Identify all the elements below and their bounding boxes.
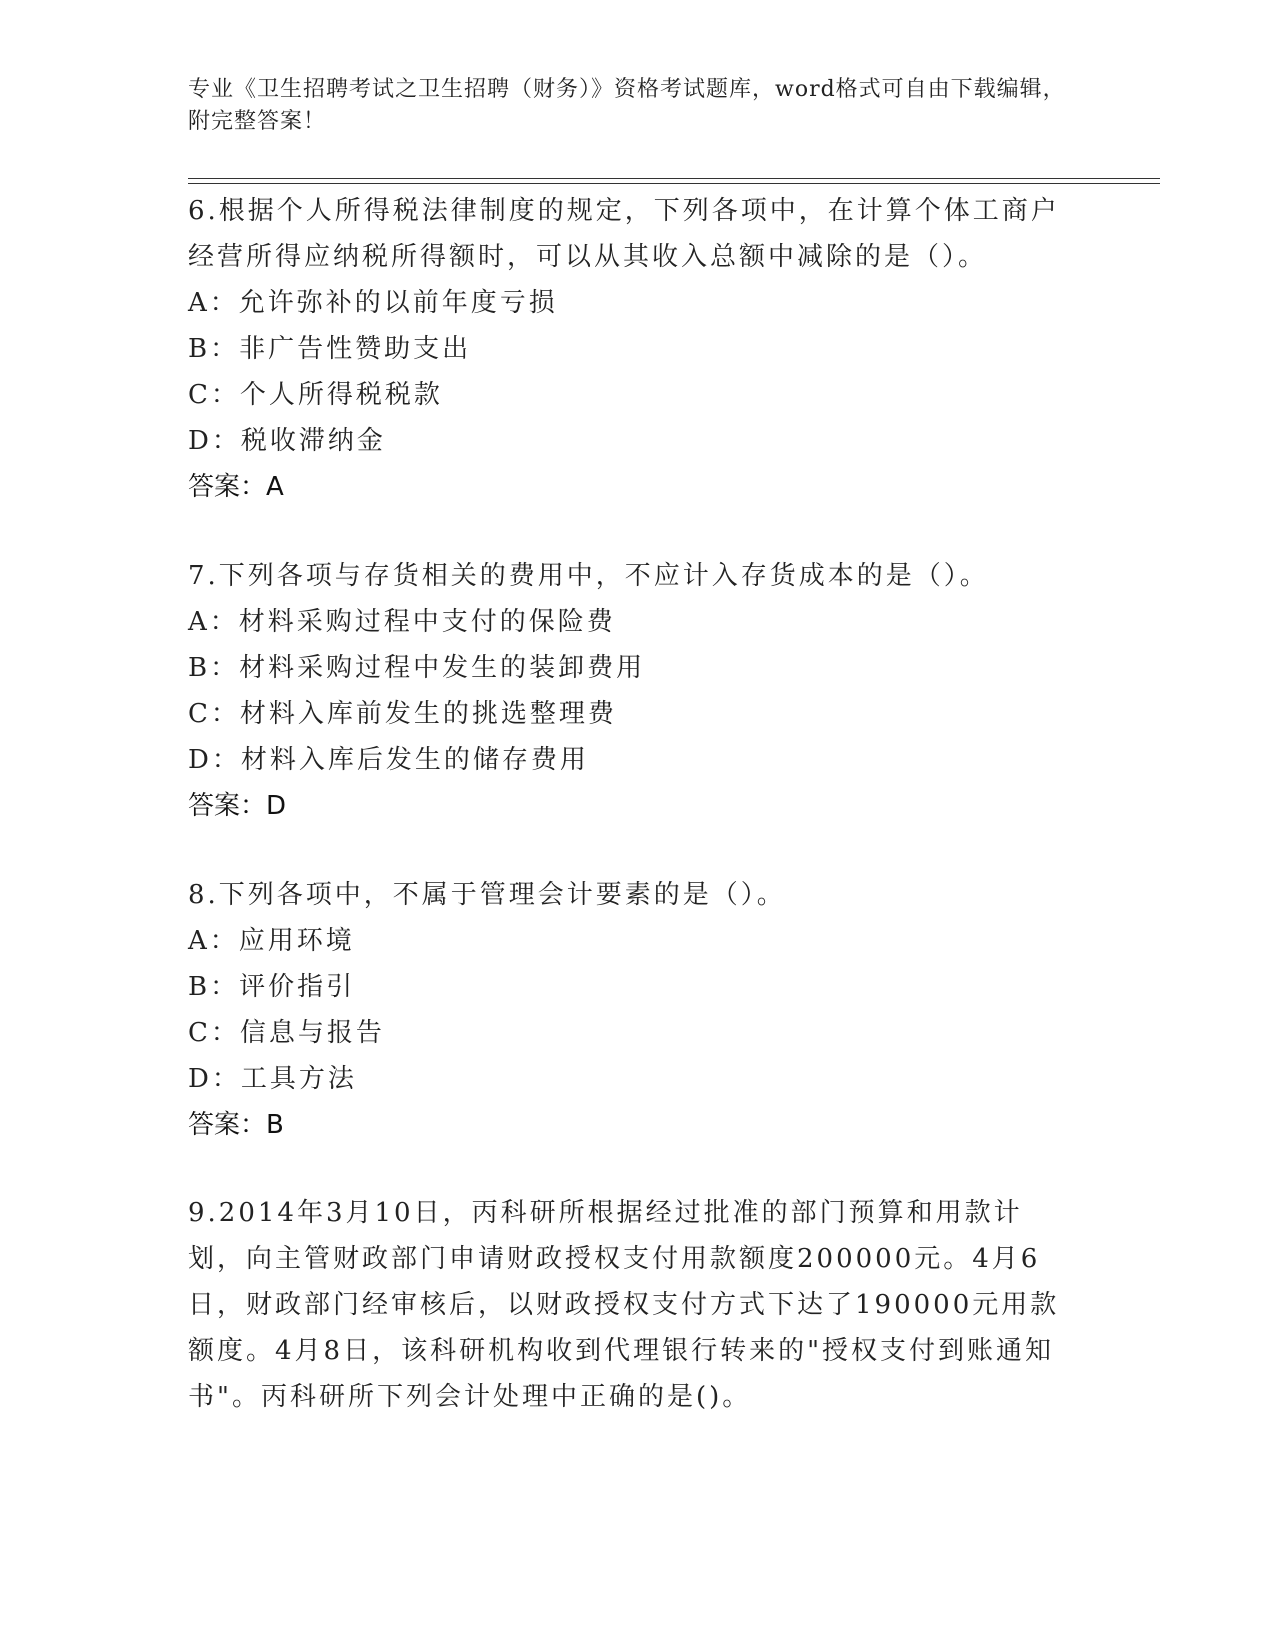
option-d: D：税收滞纳金: [188, 426, 386, 456]
question-7: [188, 553, 1068, 829]
question-stem: 8.下列各项中，不属于管理会计要素的是（）。: [188, 880, 786, 910]
option-b: B：评价指引: [188, 972, 356, 1002]
option-b: B：非广告性赞助支出: [188, 334, 472, 364]
option-c: C：个人所得税税款: [188, 380, 443, 410]
question-9: [188, 1190, 1068, 1420]
answer: 答案：D: [188, 791, 287, 821]
option-a: A：允许弥补的以前年度亏损: [188, 288, 558, 318]
option-c: C：材料入库前发生的挑选整理费: [188, 699, 617, 729]
header-divider-bottom: [188, 183, 1160, 184]
option-b: B：材料采购过程中发生的装卸费用: [188, 653, 646, 683]
question-stem: 7.下列各项与存货相关的费用中，不应计入存货成本的是（）。: [188, 561, 989, 591]
option-c: C：信息与报告: [188, 1018, 385, 1048]
question-stem: 9.2014年3月10日，丙科研所根据经过批准的部门预算和用款计划，向主管财政部门申请财政授权支付用款额度200000元。4月6日，财政部门经审核后，以财政授权支付方式下达了190000元用款额度。4月8日，该科研机构收到代理银行转来的"授权支付到账通知书"。丙科研所下列会计处理中正确的是()。: [188, 1198, 1060, 1412]
question-6: [188, 188, 1068, 510]
question-8: [188, 872, 1068, 1148]
header-note: 专业《卫生招聘考试之卫生招聘（财务）》资格考试题库，word格式可自由下载编辑，附完整答案！: [188, 77, 1066, 134]
option-a: A：应用环境: [188, 926, 355, 956]
header-divider-top: [188, 178, 1160, 179]
option-d: D：工具方法: [188, 1064, 357, 1094]
question-stem: 6.根据个人所得税法律制度的规定，下列各项中，在计算个体工商户经营所得应纳税所得额时，可以从其收入总额中减除的是（）。: [188, 196, 1060, 272]
answer: 答案：A: [188, 472, 284, 502]
answer: 答案：B: [188, 1110, 284, 1140]
option-a: A：材料采购过程中支付的保险费: [188, 607, 616, 637]
option-d: D：材料入库后发生的储存费用: [188, 745, 589, 775]
